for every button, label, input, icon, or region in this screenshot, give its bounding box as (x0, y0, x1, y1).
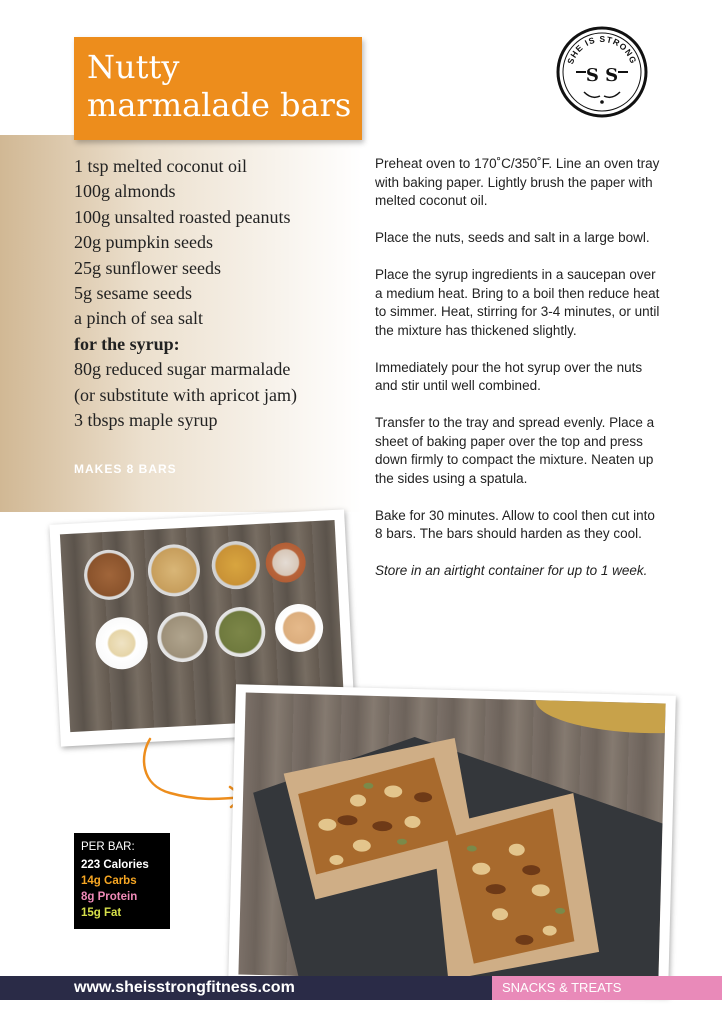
storage-note: Store in an airtight container for up to 1 week. (375, 563, 648, 578)
yield-label: MAKES 8 BARS (74, 462, 177, 476)
ingredient-item: 25g sunflower seeds (74, 257, 221, 278)
bars-photo (228, 684, 676, 995)
sunflower-seeds-bowl (156, 611, 209, 664)
ingredient-item: 3 tbsps maple syrup (74, 409, 218, 430)
method-step-3: Place the syrup ingredients in a saucepan over a medium heat. Bring to a boil then reduce heat to simmer. Heat, stirring for 3-4 minutes, or until the mixture has thickened slightly. (375, 267, 660, 338)
ingredient-item: 100g unsalted roasted peanuts (74, 206, 291, 227)
plate-edge (535, 693, 666, 736)
marmalade-bowl (211, 540, 261, 590)
ingredient-item: 80g reduced sugar marmalade (74, 359, 291, 380)
method-step-2: Place the nuts, seeds and salt in a large bowl. (375, 230, 650, 245)
ingredient-item: 100g almonds (74, 181, 176, 202)
nutrition-carbs: 14g Carbs (81, 875, 137, 887)
recipe-title-line-2: marmalade bars (87, 86, 352, 124)
nutrition-box (74, 833, 170, 929)
ingredient-item: 1 tsp melted coconut oil (74, 156, 247, 176)
title-banner (74, 37, 362, 140)
method-step-4: Immediately pour the hot syrup over the nuts and stir until well combined. (375, 359, 643, 393)
maple-syrup-bowl (274, 603, 324, 653)
footer-bar (0, 976, 722, 1000)
nutrition-fat: 15g Fat (81, 907, 122, 919)
category-tag: SNACKS & TREATS (492, 976, 722, 1000)
ingredient-item: (or substitute with apricot jam) (74, 384, 297, 405)
nutrition-calories: 223 Calories (81, 859, 149, 871)
almonds-bowl (83, 549, 136, 602)
ingredient-item: 20g pumpkin seeds (74, 232, 213, 253)
bars-photo-image (238, 693, 665, 986)
nutrition-header: PER BAR: (81, 841, 135, 853)
pumpkin-seeds-bowl (214, 606, 267, 659)
salt-bowl (265, 542, 307, 584)
method-step-1: Preheat oven to 170˚C/350˚F. Line an oven tray with baking paper. Lightly brush the paper with melted coconut oil. (375, 156, 660, 208)
nutrition-protein: 8g Protein (81, 891, 138, 903)
logo-monogram: S S (585, 65, 619, 86)
recipe-title (87, 48, 357, 124)
recipe-title-line-1: Nutty (87, 48, 180, 86)
method-steps (375, 155, 660, 599)
method-step-6: Bake for 30 minutes. Allow to cool then cut into 8 bars. The bars should harden as they cool. (375, 507, 655, 541)
logo-ring-text: SHE IS STRONG (565, 33, 639, 66)
ingredient-item: a pinch of sea salt (74, 308, 203, 329)
ingredients-list (74, 154, 364, 433)
peanuts-bowl (147, 543, 202, 598)
ingredient-item: 5g sesame seeds (74, 282, 192, 303)
website-link[interactable]: www.sheisstrongfitness.com (74, 979, 295, 996)
syrup-subheading: for the syrup: (74, 333, 180, 354)
she-is-strong-logo-icon (556, 26, 648, 118)
method-step-5: Transfer to the tray and spread evenly. Place a sheet of baking paper over the top and press down firmly to compact the mixture. Neaten up the sides using a spatula. (375, 415, 655, 486)
sesame-bowl (94, 616, 149, 671)
